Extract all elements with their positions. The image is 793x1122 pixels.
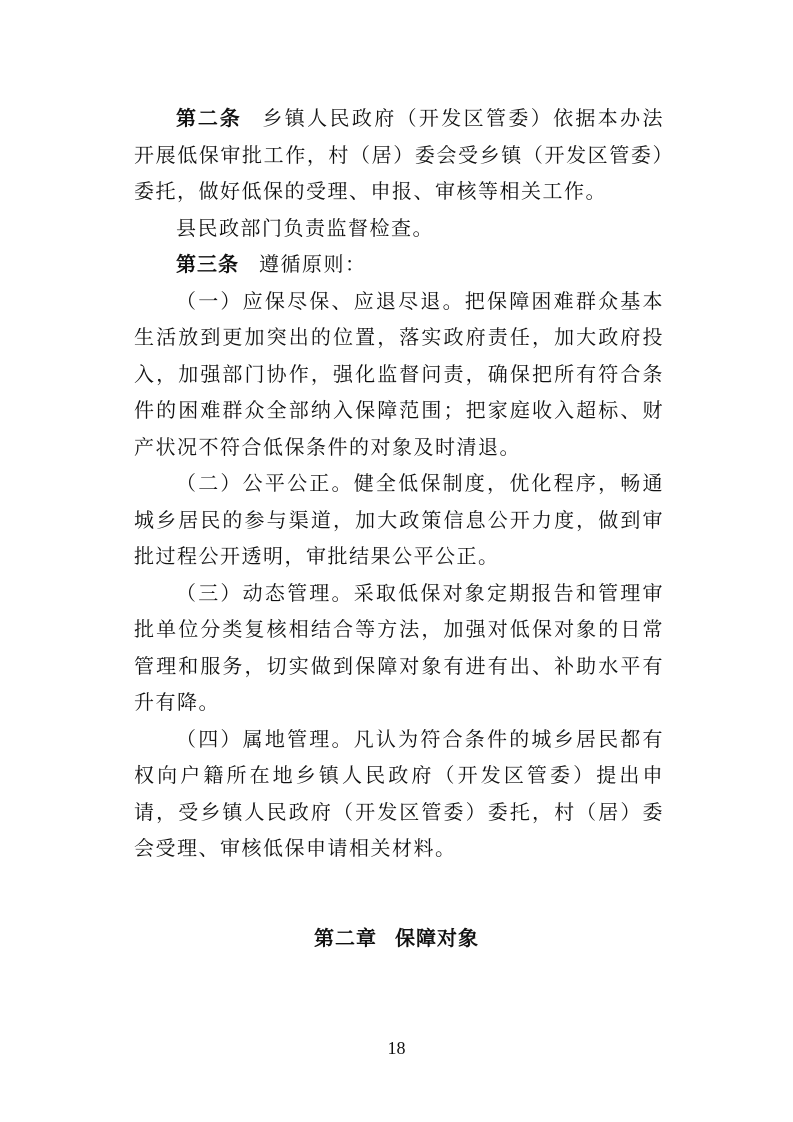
principle-1-paragraph: （一）应保尽保、应退尽退。把保障困难群众基本生活放到更加突出的位置，落实政府责任，加大政府投入，加强部门协作，强化监督问责，确保把所有符合条件的困难群众全部纳入保障范围；把家庭收入超标、财产状况不符合低保条件的对象及时清退。	[134, 288, 664, 459]
article-3-heading: 第三条	[176, 252, 239, 276]
principle-4-paragraph: （四）属地管理。凡认为符合条件的城乡居民都有权向户籍所在地乡镇人民政府（开发区管委）提出申请，受乡镇人民政府（开发区管委）委托，村（居）委会受理、审核低保申请相关材料。	[134, 726, 664, 860]
article-3-paragraph	[134, 246, 664, 283]
chapter-title: 保障对象	[395, 926, 479, 950]
article-2-text: 乡镇人民政府（开发区管委）依据本办法开展低保审批工作，村（居）委会受乡镇（开发区管委）委托，做好低保的受理、申报、审核等相关工作。	[134, 106, 665, 203]
article-3-text: 遵循原则：	[259, 252, 367, 276]
article-2-paragraph	[134, 100, 664, 210]
chapter-heading	[0, 922, 793, 951]
chapter-number: 第二章	[314, 926, 377, 950]
page-number: 18	[387, 1038, 406, 1058]
document-body	[134, 100, 664, 867]
article-2-heading: 第二条	[176, 106, 242, 130]
principle-2-paragraph: （二）公平公正。健全低保制度，优化程序，畅通城乡居民的参与渠道，加大政策信息公开力度，做到审批过程公开透明，审批结果公平公正。	[134, 471, 664, 568]
principle-3-paragraph: （三）动态管理。采取低保对象定期报告和管理审批单位分类复核相结合等方法，加强对低保对象的日常管理和服务，切实做到保障对象有进有出、补助水平有升有降。	[134, 580, 664, 714]
supervision-paragraph: 县民政部门负责监督检查。	[176, 215, 434, 240]
